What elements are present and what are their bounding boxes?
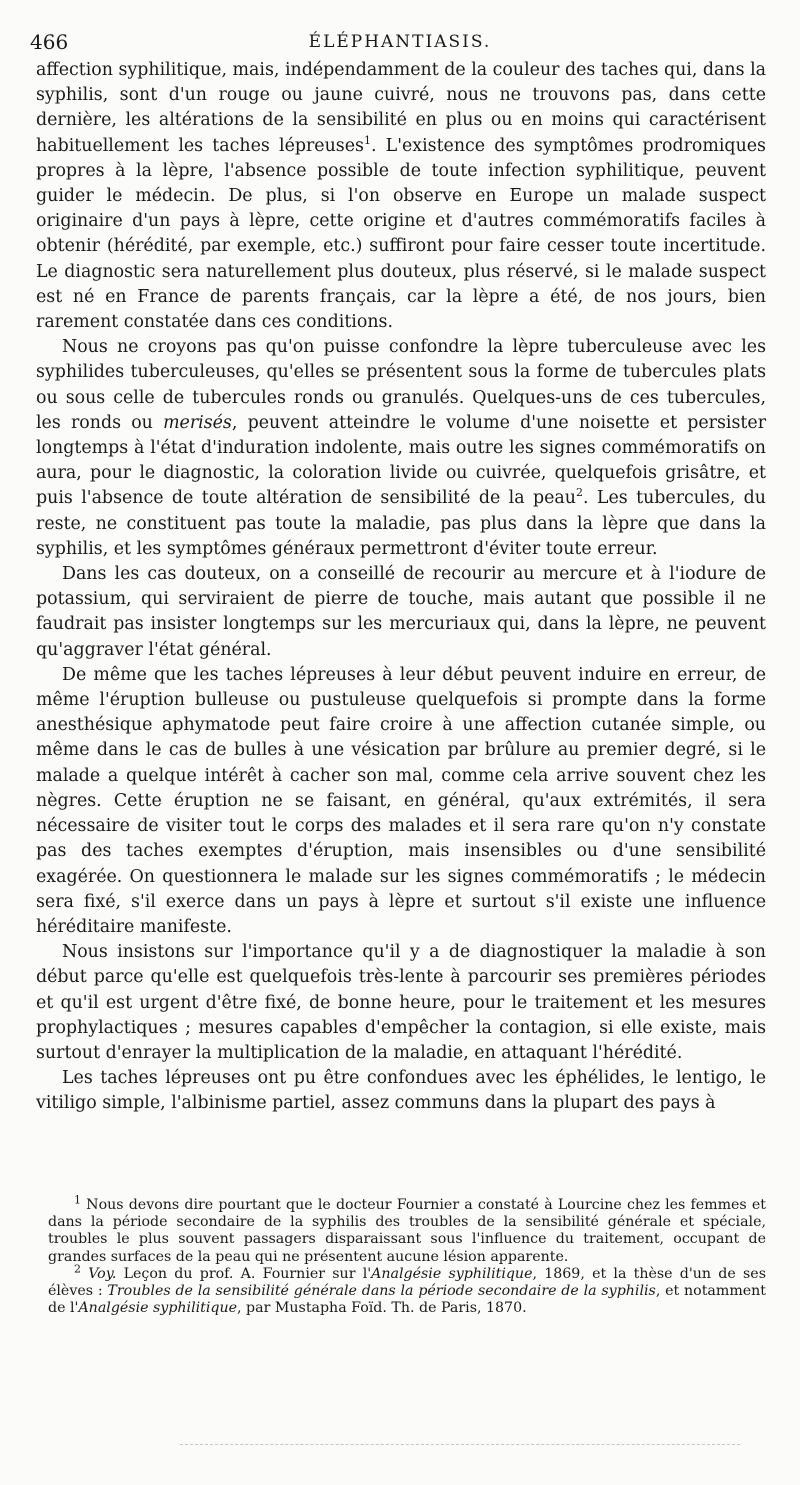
footnote-reference: 2 xyxy=(575,486,583,500)
footnote-mark: 1 xyxy=(74,1193,81,1207)
footnote xyxy=(48,1193,766,1266)
footnote-italic: Analgésie syphilitique xyxy=(371,1265,533,1282)
footnote-text: , par Mustapha Foïd. Th. de Paris, 1870. xyxy=(237,1300,527,1317)
paragraph: Les taches lépreuses ont pu être confondues avec les éphélides, le lentigo, le vitiligo simple, l'albinisme partiel, assez communs dans la plupart des pays à xyxy=(36,1068,766,1114)
paragraph: De même que les taches lépreuses à leur début peuvent induire en erreur, de même l'éruption bulleuse ou pustuleuse quelquefois si prompte dans la forme anesthésique aphymatode peut faire croire à une affection cutanée simple, ou même dans le cas de bulles à une vésication par brûlure au premier degré, si le malade a quelque intérêt à cacher son mal, comme cela arrive souvent chez les nègres. Cette éruption ne se faisant, en général, qu'aux extrémités, il sera nécessaire de visiter tout le corps des malades et il sera rare qu'on n'y constate pas des taches exemptes d'éruption, mais insensibles ou d'une sensibilité exagérée. On questionnera le malade sur les signes commémoratifs ; le médecin sera fixé, s'il exerce dans un pays à lèpre et surtout s'il existe une influence héréditaire manifeste. xyxy=(36,664,766,937)
paragraph: Dans les cas douteux, on a conseillé de recourir au mercure et à l'iodure de potassium, qui serviraient de pierre de touche, mais autant que possible il ne faudrait pas insister longtemps sur les mercuriaux qui, dans la lèpre, ne peuvent qu'aggraver l'état général. xyxy=(36,564,766,660)
footnote-text: Leçon du prof. A. Fournier sur l' xyxy=(116,1265,372,1282)
paragraph-text: . L'existence des symptômes prodromiques propres à la lèpre, l'absence possible de toute infection syphilitique, peuvent guider le médecin. De plus, si l'on observe en Europe un malade suspect originaire d'un pays à lèpre, cette origine et d'autres commémoratifs faciles à obtenir (hérédité, par exemple, etc.) suffiront pour faire cesser toute incertitude. Le diagnostic sera naturellement plus douteux, plus réservé, si le malade suspect est né en France de parents français, car la lèpre a été, de nos jours, bien rarement constatée dans ces conditions. xyxy=(36,135,766,333)
paragraph xyxy=(36,335,766,562)
paragraph-text: . Les tubercules, du reste, ne constituent pas toute la maladie, pas plus dans la lèpre que dans la syphilis, et les symptômes généraux permettront d'éviter toute erreur. xyxy=(36,488,766,559)
paragraph-text: , peuvent atteindre le volume d'une noisette et persister longtemps à l'état d'induration indolente, mais outre les signes commémoratifs on aura, pour le diagnostic, la coloration livide ou cuivrée, quelquefois grisâtre, et puis l'absence de toute altération de sensibilité de la peau xyxy=(36,412,767,509)
footnote-text: Nous devons dire pourtant que le docteur Fournier a constaté à Lourcine chez les femmes et dans la période secondaire de la syphilis des troubles de la sensibilité générale et spéciale, troubles le plus souvent passagers disparaissant sous l'influence du traitement, occupant de grandes surfaces de la peau qui ne présentent aucune lésion apparente. xyxy=(48,1197,766,1265)
page-header xyxy=(30,30,770,58)
footnote-mark: 2 xyxy=(74,1262,81,1276)
footnotes xyxy=(48,1193,767,1317)
paragraph: Nous insistons sur l'importance qu'il y a de diagnostiquer la maladie à son début parce qu'elle est quelquefois très-lente à parcourir ses premières périodes et qu'il est urgent d'être fixé, de bonne heure, pour le traitement et les mesures prophylactiques ; mesures capables d'empêcher la contagion, si elle existe, mais surtout d'enrayer la multiplication de la maladie, en attaquant l'hérédité. xyxy=(36,942,766,1063)
body-text xyxy=(36,58,766,1117)
running-title: ÉLÉPHANTIASIS. xyxy=(308,32,492,52)
footnote-text: , et notamment de l' xyxy=(48,1283,767,1317)
footnote-italic: Troubles de la sensibilité générale dans la période secondaire de la syphilis xyxy=(107,1283,656,1300)
footnote-italic: Voy. xyxy=(81,1265,117,1282)
footnote-text: , 1869, et la thèse d'un de ses élèves : xyxy=(48,1265,766,1300)
footnote xyxy=(48,1262,767,1318)
footnote-italic: Analgésie syphilitique xyxy=(78,1300,238,1317)
paragraph xyxy=(36,58,766,335)
paragraph-text: Nous ne croyons pas qu'on puisse confondre la lèpre tuberculeuse avec les syphilides tuberculeuses, qu'elles se présentent sous la forme de tubercules plats ou sous celle de tubercules ronds ou granulés. Quelques-uns de ces tubercules, les ronds ou xyxy=(36,337,766,433)
footnote-reference: 1 xyxy=(363,133,371,147)
bleed-through-line xyxy=(180,1444,740,1445)
italic-term: merisés xyxy=(163,412,232,433)
paragraph-text: affection syphilitique, mais, indépendamment de la couleur des taches qui, dans la syphilis, sont d'un rouge ou jaune cuivré, nous ne trouvons pas, dans cette dernière, les altérations de la sensibilité en plus ou en moins qui caractérisent habituellement les taches lépreuses xyxy=(36,60,766,156)
page-number: 466 xyxy=(30,30,69,54)
